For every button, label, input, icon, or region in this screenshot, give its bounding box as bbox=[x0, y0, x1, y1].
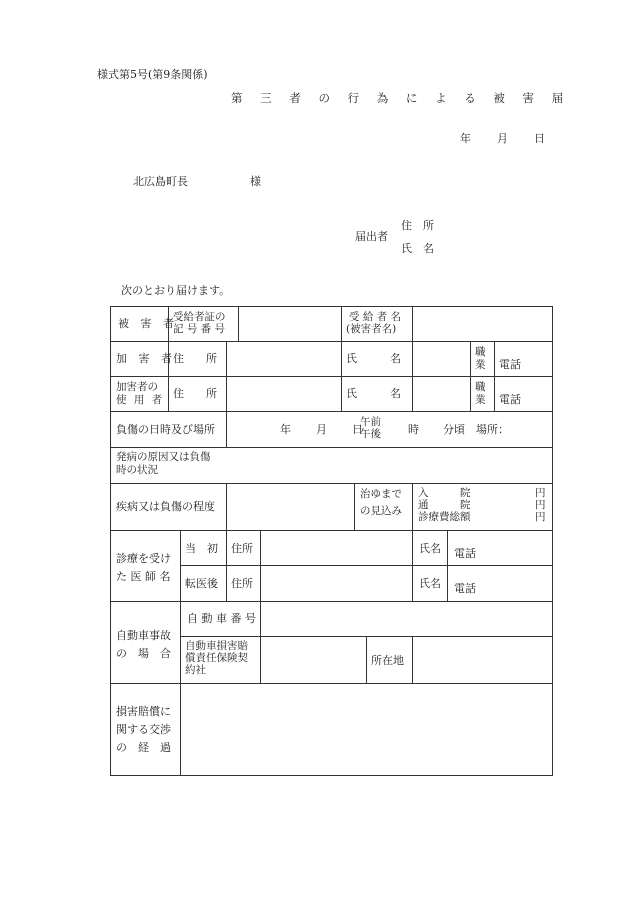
employer-address-field[interactable] bbox=[228, 378, 339, 409]
initial-address-field[interactable] bbox=[262, 532, 410, 563]
perpetrator-address-field[interactable] bbox=[228, 343, 339, 374]
injury-minute-label: 分頃 bbox=[443, 423, 465, 436]
injury-month-label: 月 bbox=[316, 423, 327, 436]
addressee: 北広島町長 bbox=[133, 175, 188, 188]
form-number: 様式第5号(第9条関係) bbox=[97, 68, 208, 81]
employer-occupation-label-1: 職 bbox=[475, 381, 486, 393]
date-year-label: 年 bbox=[460, 132, 471, 145]
injury-year-label: 年 bbox=[280, 423, 291, 436]
perpetrator-occupation-label-1: 職 bbox=[475, 346, 486, 358]
severity-label: 疾病又は負傷の程度 bbox=[116, 500, 215, 513]
after-transfer-label: 転医後 bbox=[185, 577, 218, 590]
outpatient-yen: 円 bbox=[535, 499, 546, 511]
employer-label-1: 加害者の bbox=[116, 381, 158, 393]
intro-text: 次のとおり届けます。 bbox=[121, 284, 231, 297]
car-number-label: 自 動 車 番 号 bbox=[187, 612, 256, 625]
perpetrator-phone-label: 電話 bbox=[499, 358, 521, 371]
car-accident-label-1: 自動車事故 bbox=[116, 629, 171, 642]
total-cost-label: 診療費総額 bbox=[418, 511, 471, 523]
initial-address-label: 住所 bbox=[231, 542, 253, 555]
outpatient-label: 通 院 bbox=[418, 499, 471, 511]
applicant-address-label: 住 所 bbox=[401, 219, 434, 232]
perpetrator-name-field[interactable] bbox=[414, 343, 468, 374]
applicant-name-label: 氏 名 bbox=[401, 242, 434, 255]
injury-hour-label: 時 bbox=[408, 423, 419, 436]
date-month-label: 月 bbox=[497, 132, 508, 145]
employer-label-2: 使 用 者 bbox=[116, 394, 165, 406]
initial-name-label: 氏名 bbox=[419, 542, 441, 555]
cert-number-label-2: 記 号 番 号 bbox=[173, 323, 226, 335]
employer-name-label: 氏 名 bbox=[346, 387, 401, 400]
initial-phone-label: 電話 bbox=[454, 547, 476, 560]
insurer-label-3: 約社 bbox=[185, 664, 206, 676]
location-label: 所在地 bbox=[371, 654, 404, 667]
employer-address-label: 住 所 bbox=[173, 387, 217, 400]
pm-label: 午後 bbox=[360, 428, 381, 440]
recovery-label-1: 治ゆまで bbox=[360, 488, 402, 500]
initial-label: 当 初 bbox=[185, 542, 218, 555]
insurer-label-1: 自動車損害賠 bbox=[185, 640, 248, 652]
employer-occupation-label-2: 業 bbox=[475, 394, 486, 406]
insurer-field[interactable] bbox=[262, 638, 364, 681]
transfer-name-label: 氏名 bbox=[419, 577, 441, 590]
doctor-label-2: た 医 師 名 bbox=[116, 570, 171, 583]
inpatient-yen: 円 bbox=[535, 487, 546, 499]
employer-phone-label: 電話 bbox=[499, 393, 521, 406]
victim-label: 被 害 者 bbox=[118, 317, 178, 330]
cause-label-2: 時の状況 bbox=[116, 464, 158, 476]
cert-number-label-1: 受給者証の bbox=[173, 311, 226, 323]
injury-place-label: 場所： bbox=[476, 423, 509, 436]
injury-day-label: 日 bbox=[352, 423, 363, 436]
inpatient-label: 入 院 bbox=[418, 487, 471, 499]
am-label: 午前 bbox=[360, 416, 381, 428]
severity-field[interactable] bbox=[228, 485, 352, 528]
negotiation-label-2: 関する交渉 bbox=[116, 723, 171, 736]
recipient-label-2: (被害者名) bbox=[346, 323, 397, 335]
employer-name-field[interactable] bbox=[414, 378, 468, 409]
car-number-field[interactable] bbox=[262, 603, 550, 634]
perpetrator-occupation-label-2: 業 bbox=[475, 359, 486, 371]
page-title: 第 三 者 の 行 為 に よ る 被 害 届 bbox=[231, 91, 571, 105]
doctor-label-1: 診療を受け bbox=[116, 552, 171, 565]
negotiation-label-3: の 経 過 bbox=[116, 741, 171, 754]
insurer-label-2: 償責任保険契 bbox=[185, 652, 248, 664]
transfer-address-field[interactable] bbox=[262, 567, 410, 599]
perpetrator-address-label: 住 所 bbox=[173, 352, 217, 365]
cert-number-field[interactable] bbox=[240, 308, 339, 339]
negotiation-field[interactable] bbox=[182, 685, 550, 773]
date-day-label: 日 bbox=[534, 132, 545, 145]
cause-label-1: 発病の原因又は負傷 bbox=[116, 451, 211, 463]
negotiation-label-1: 損害賠償に bbox=[116, 705, 171, 718]
car-accident-label-2: の 場 合 bbox=[116, 647, 171, 660]
applicant-label: 届出者 bbox=[355, 230, 388, 243]
transfer-phone-label: 電話 bbox=[454, 582, 476, 595]
perpetrator-label: 加 害 者 bbox=[116, 352, 176, 365]
recipient-name-field[interactable] bbox=[414, 308, 550, 339]
perpetrator-name-label: 氏 名 bbox=[346, 352, 401, 365]
honorific: 様 bbox=[250, 175, 261, 188]
injury-datetime-label: 負傷の日時及び場所 bbox=[116, 423, 215, 436]
total-cost-yen: 円 bbox=[535, 511, 546, 523]
location-field[interactable] bbox=[414, 638, 550, 681]
recovery-label-2: の見込み bbox=[360, 505, 402, 517]
recipient-label-1: 受 給 者 名 bbox=[349, 311, 402, 323]
transfer-address-label: 住所 bbox=[231, 577, 253, 590]
